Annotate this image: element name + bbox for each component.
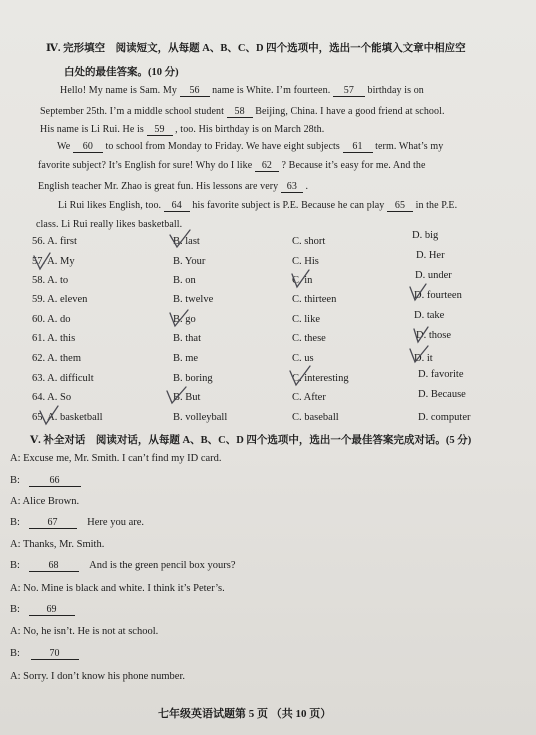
- option-c: C. like: [292, 314, 320, 325]
- speaker-label: A:: [10, 671, 21, 682]
- option-b: B. twelve: [173, 294, 214, 305]
- blank-59: 59: [147, 124, 173, 136]
- passage-text: in the P.E.: [415, 200, 458, 211]
- passage-text: September 25th. I’m a middle school student: [40, 106, 224, 117]
- question-row-61: [32, 330, 522, 349]
- passage-line-2: [40, 106, 445, 118]
- dialogue-text: Here you are.: [87, 517, 145, 528]
- passage-line-6: [38, 181, 308, 193]
- speaker-label: A:: [10, 583, 21, 594]
- passage-text: Hello! My name is Sam. My: [60, 85, 177, 96]
- blank-62: 62: [255, 160, 279, 172]
- passage-text: his favorite subject is P.E. Because he can play: [192, 200, 385, 211]
- question-row-64: [32, 389, 522, 408]
- passage-text: Beijing, China. I have a good friend at school.: [255, 106, 445, 117]
- option-a: 56. A. first: [32, 236, 77, 247]
- option-b: B. go: [173, 314, 196, 325]
- passage-text: favorite subject? It’s English for sure! Why do I like: [38, 160, 253, 171]
- question-row-60: [32, 310, 522, 330]
- option-d: D. computer: [418, 412, 471, 423]
- passage-text: His name is Li Rui. He is: [40, 124, 144, 135]
- passage-text: ? Because it’s easy for me. And the: [281, 160, 426, 171]
- question-row-56: [32, 230, 522, 252]
- blank-56: 56: [180, 85, 210, 97]
- dialogue-line: [10, 453, 222, 464]
- option-c: C. these: [292, 333, 326, 344]
- option-a: 57. A. My: [32, 256, 75, 267]
- passage-line-4: [57, 141, 443, 153]
- dialogue-text: Thanks, Mr. Smith.: [22, 539, 105, 550]
- dialogue-text: Sorry. I don’t know his phone number.: [23, 671, 185, 682]
- speaker-label: B:: [10, 560, 20, 571]
- blank-70: 70: [31, 648, 79, 660]
- dialogue-line: [10, 539, 104, 550]
- passage-text: English teacher Mr. Zhao is great fun. His lessons are very: [38, 181, 279, 192]
- passage-text: Li Rui likes English, too.: [58, 200, 162, 211]
- dialogue-text: And is the green pencil box yours?: [89, 560, 236, 571]
- option-d: D. Her: [416, 250, 445, 261]
- blank-57: 57: [333, 85, 365, 97]
- option-a: 65. A. basketball: [32, 412, 103, 423]
- option-c: C. After: [292, 392, 326, 403]
- page-footer: 七年级英语试题第 5 页 （共 10 页）: [158, 708, 332, 720]
- passage-text: We: [57, 141, 71, 152]
- dialogue-line: [10, 560, 236, 572]
- question-row-65: [32, 412, 522, 428]
- dialogue-line: [10, 517, 144, 529]
- option-c: C. us: [292, 353, 314, 364]
- blank-69: 69: [29, 604, 75, 616]
- speaker-label: B:: [10, 648, 20, 659]
- option-c: C. interesting: [292, 373, 349, 384]
- dialogue-line: [10, 583, 225, 594]
- question-row-59: [32, 290, 522, 310]
- option-d: D. those: [416, 330, 451, 341]
- blank-60: 60: [73, 141, 103, 153]
- option-b: B. that: [173, 333, 201, 344]
- section-4-title-cont: 白处的最佳答案。(10 分): [64, 67, 179, 78]
- option-b: B. boring: [173, 373, 213, 384]
- option-c: C. His: [292, 256, 319, 267]
- section-5-title: Ⅴ. 补全对话 阅读对话，从每题 A、B、C、D 四个选项中，选出一个最佳答案完成对话。(5 分): [30, 435, 472, 446]
- passage-line-8: class. Li Rui really likes basketball.: [36, 219, 183, 230]
- passage-line-1: [60, 85, 424, 97]
- speaker-label: B:: [10, 604, 20, 615]
- option-d: D. favorite: [418, 369, 464, 380]
- speaker-label: A:: [10, 496, 21, 507]
- question-row-63: [32, 369, 522, 389]
- blank-63: 63: [281, 181, 303, 193]
- blank-61: 61: [343, 141, 373, 153]
- passage-text: to school from Monday to Friday. We have eight subjects: [105, 141, 340, 152]
- speaker-label: A:: [10, 539, 21, 550]
- speaker-label: A:: [10, 453, 21, 464]
- option-b: B. But: [173, 392, 201, 403]
- option-c: C. in: [292, 275, 313, 286]
- option-a: 61. A. this: [32, 333, 76, 344]
- option-c: C. baseball: [292, 412, 339, 423]
- blank-65: 65: [387, 200, 413, 212]
- option-b: B. volleyball: [173, 412, 228, 423]
- dialogue-line: [10, 496, 79, 507]
- option-d: D. under: [415, 270, 452, 281]
- option-a: 60. A. do: [32, 314, 71, 325]
- option-d: D. it: [414, 353, 433, 364]
- option-d: D. big: [412, 230, 439, 241]
- dialogue-text: No. Mine is black and white. I think it’s Peter’s.: [23, 583, 225, 594]
- blank-68: 68: [29, 560, 79, 572]
- passage-line-7: [58, 200, 457, 212]
- dialogue-line: [10, 475, 81, 487]
- option-b: B. me: [173, 353, 199, 364]
- option-d: D. fourteen: [414, 290, 462, 301]
- blank-58: 58: [227, 106, 253, 118]
- option-a: 62. A. them: [32, 353, 81, 364]
- dialogue-line: [10, 648, 79, 660]
- blank-67: 67: [29, 517, 77, 529]
- dialogue-line: [10, 604, 75, 616]
- section-4-title: Ⅳ. 完形填空 阅读短文，从每题 A、B、C、D 四个选项中，选出一个能填入文章中相应空: [46, 43, 466, 54]
- option-b: B. last: [173, 236, 200, 247]
- option-a: 64. A. So: [32, 392, 72, 403]
- option-a: 63. A. difficult: [32, 373, 94, 384]
- question-row-58: [32, 270, 522, 291]
- question-row-62: [32, 353, 522, 369]
- passage-text: term. What’s my: [375, 141, 444, 152]
- speaker-label: A:: [10, 626, 21, 637]
- passage-line-3: [40, 124, 324, 136]
- speaker-label: B:: [10, 475, 20, 486]
- dialogue-text: Excuse me, Mr. Smith. I can’t find my ID card.: [23, 453, 222, 464]
- option-b: B. on: [173, 275, 196, 286]
- option-d: D. take: [414, 310, 445, 321]
- dialogue-line: [10, 626, 158, 637]
- option-c: C. short: [292, 236, 326, 247]
- blank-66: 66: [29, 475, 81, 487]
- blank-64: 64: [164, 200, 190, 212]
- option-a: 58. A. to: [32, 275, 69, 286]
- option-a: 59. A. eleven: [32, 294, 88, 305]
- passage-line-5: [38, 160, 426, 172]
- speaker-label: B:: [10, 517, 20, 528]
- option-c: C. thirteen: [292, 294, 337, 305]
- dialogue-text: No, he isn’t. He is not at school.: [23, 626, 159, 637]
- option-b: B. Your: [173, 256, 206, 267]
- dialogue-text: Alice Brown.: [22, 496, 80, 507]
- passage-text: name is White. I’m fourteen.: [212, 85, 331, 96]
- passage-text: , too. His birthday is on March 28th.: [175, 124, 325, 135]
- dialogue-line: [10, 671, 185, 682]
- passage-text: birthday is on: [367, 85, 424, 96]
- option-d: D. Because: [418, 389, 466, 400]
- passage-text: .: [305, 181, 309, 192]
